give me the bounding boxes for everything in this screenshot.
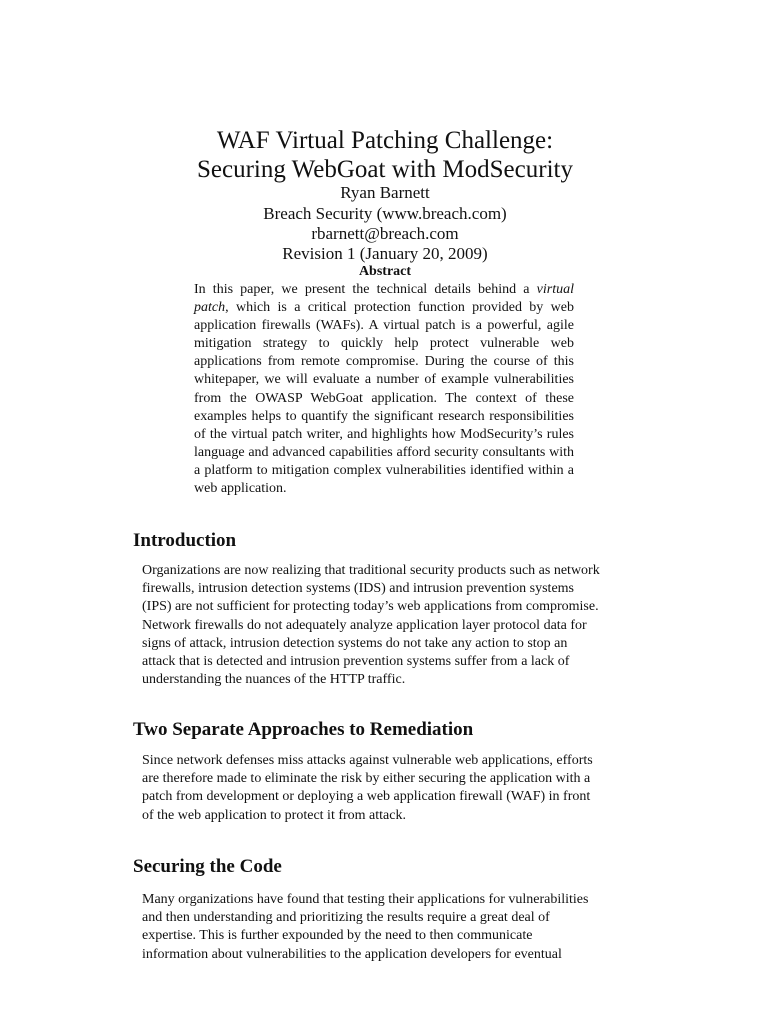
paragraph-line: signs of attack, intrusion detection systems do not take any action to stop an <box>142 635 568 651</box>
section-heading-approaches: Two Separate Approaches to Remediation <box>133 719 474 740</box>
paragraph-line: of the web application to protect it from attack. <box>142 807 406 823</box>
paragraph-line: and then understanding and prioritizing the results require a great deal of <box>142 910 550 926</box>
abstract-heading: Abstract <box>358 264 412 279</box>
paragraph-line: information about vulnerabilities to the application developers for eventual <box>142 946 562 962</box>
revision-date: Revision 1 (January 20, 2009) <box>282 244 488 263</box>
abstract-emphasis: virtual patch <box>194 282 574 316</box>
author-name: Ryan Barnett <box>340 183 430 202</box>
paragraph-line: Network firewalls do not adequately analyze application layer protocol data for <box>142 617 587 633</box>
author-affiliation: Breach Security (www.breach.com) <box>263 204 507 223</box>
paragraph-line: Many organizations have found that testing their applications for vulnerabilities <box>142 892 589 907</box>
paragraph-line: (IPS) are not sufficient for protecting today’s web applications from compromise. <box>142 599 599 615</box>
paragraph-line: expertise. This is further expounded by the need to then communicate <box>142 928 533 944</box>
section-body-approaches <box>142 752 642 825</box>
section-heading-securing-code: Securing the Code <box>133 856 282 877</box>
paragraph-line: are therefore made to eliminate the risk by either securing the application with a <box>142 771 591 787</box>
paper-title-line-1: WAF Virtual Patching Challenge: <box>216 127 554 154</box>
section-heading-introduction: Introduction <box>133 530 237 551</box>
paragraph-line: Organizations are now realizing that traditional security products such as network <box>142 563 600 578</box>
section-body-introduction <box>142 562 642 689</box>
abstract-text-end: , which is a critical protection function provided by web application firewalls (WAFs). A virtual patch is a powerful, agile mitigation strategy to quickly help protect vulnerable web applications from remote compromise. During the course of this whitepaper, we will evaluate a number of example vulnerabilities from the OWASP WebGoat application. The context of these examples helps to quantify the significant research responsibilities of the virtual patch writer, and highlights how ModSecurity’s rules language and advanced capabilities afford security consultants with a platform to mitigation complex vulnerabilities identified within a web application. <box>194 300 574 497</box>
paragraph-line: Since network defenses miss attacks against vulnerable web applications, efforts <box>142 753 593 768</box>
paragraph-line: patch from development or deploying a web application firewall (WAF) in front <box>142 789 591 805</box>
section-body-securing-code <box>142 891 642 964</box>
abstract-text-start: In this paper, we present the technical details behind a <box>194 282 537 297</box>
paragraph-line: firewalls, intrusion detection systems (IDS) and intrusion prevention systems <box>142 581 574 597</box>
author-email: rbarnett@breach.com <box>311 224 459 243</box>
abstract-body <box>194 281 574 498</box>
paragraph-line: understanding the nuances of the HTTP traffic. <box>142 672 406 688</box>
paragraph-line: attack that is detected and intrusion prevention systems suffer from a lack of <box>142 654 570 670</box>
paper-title-line-2: Securing WebGoat with ModSecurity <box>197 156 573 183</box>
